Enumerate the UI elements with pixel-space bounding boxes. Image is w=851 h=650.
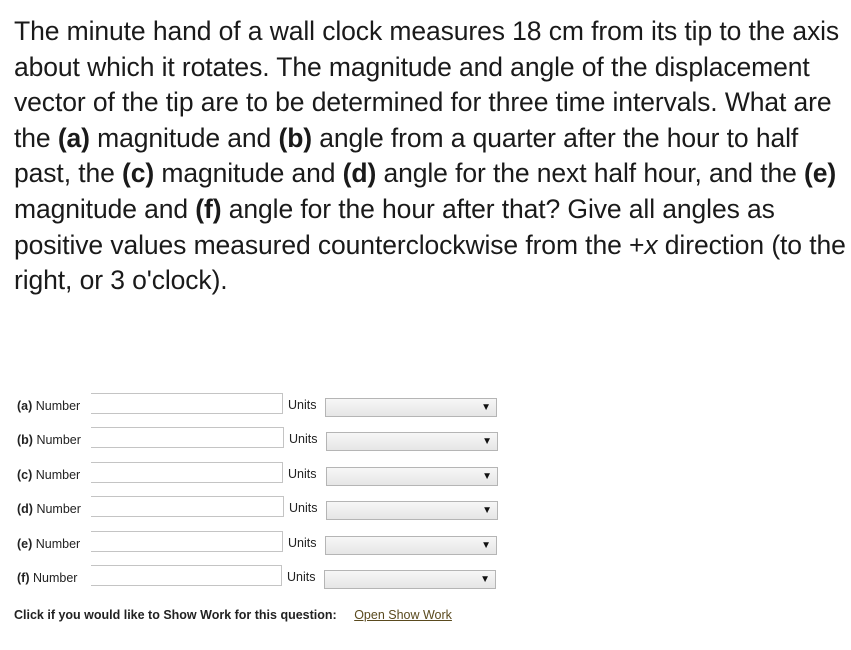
x-symbol: x bbox=[644, 229, 658, 260]
answer-row-a bbox=[0, 398, 520, 428]
number-label: Number bbox=[32, 571, 78, 585]
question-fragment: magnitude and bbox=[14, 193, 196, 224]
answer-row-c bbox=[0, 467, 520, 497]
part-d-units-dropdown[interactable] bbox=[326, 501, 498, 520]
part-c-units-dropdown[interactable] bbox=[326, 467, 498, 486]
part-d-number-input[interactable] bbox=[91, 497, 283, 516]
dropdown-arrow-icon: ▼ bbox=[482, 505, 492, 516]
part-b-number-input[interactable] bbox=[91, 428, 283, 447]
part-a-number-field-box bbox=[91, 393, 283, 414]
question-text bbox=[14, 14, 846, 299]
number-label: Number bbox=[36, 502, 81, 516]
part-letter: (c) bbox=[17, 468, 33, 482]
part-f-units-label: Units bbox=[287, 570, 316, 584]
question-fragment: magnitude and bbox=[154, 158, 343, 189]
part-f-units-dropdown[interactable] bbox=[324, 570, 496, 589]
show-work-bar bbox=[14, 608, 452, 622]
part-c-number-field-box bbox=[91, 462, 283, 483]
part-c-label bbox=[17, 468, 80, 482]
answer-row-b bbox=[0, 432, 520, 462]
dropdown-arrow-icon: ▼ bbox=[482, 471, 492, 482]
dropdown-arrow-icon: ▼ bbox=[481, 402, 491, 413]
part-c-units-label: Units bbox=[288, 467, 317, 481]
part-e-number-field-box bbox=[91, 531, 283, 552]
part-d-units-label: Units bbox=[289, 501, 318, 515]
question-fragment: angle for the next half hour, and the bbox=[376, 158, 804, 189]
part-b-marker: (b) bbox=[278, 122, 313, 153]
question-fragment: The minute hand of a wall clock measures 18 cm from its tip to the axis about which it rotates. The magnitude and angle of the displacement vector of the tip are to be determined for three time intervals. What are the bbox=[14, 16, 840, 153]
part-c-number-input[interactable] bbox=[91, 463, 282, 482]
part-letter: (f) bbox=[17, 571, 30, 585]
number-label: Number bbox=[35, 399, 81, 413]
part-f-number-input[interactable] bbox=[91, 566, 281, 585]
question-fragment: magnitude and bbox=[89, 122, 279, 153]
part-letter: (b) bbox=[17, 433, 33, 447]
part-e-marker: (e) bbox=[804, 158, 837, 189]
part-a-label bbox=[17, 399, 80, 413]
part-a-number-input[interactable] bbox=[91, 394, 282, 413]
part-letter: (a) bbox=[17, 399, 33, 413]
answer-row-f bbox=[0, 570, 520, 600]
part-f-number-field-box bbox=[91, 565, 282, 586]
question-fragment: direction (to the right, or 3 o'clock). bbox=[14, 229, 846, 296]
question-fragment: angle from a quarter after the hour to half past, the bbox=[14, 122, 799, 189]
answer-row-e bbox=[0, 536, 520, 566]
dropdown-arrow-icon: ▼ bbox=[482, 436, 492, 447]
part-b-units-dropdown[interactable] bbox=[326, 432, 498, 451]
part-b-number-field-box bbox=[91, 427, 284, 448]
number-label: Number bbox=[36, 433, 81, 447]
part-e-number-input[interactable] bbox=[91, 532, 282, 551]
part-f-marker: (f) bbox=[195, 193, 222, 224]
part-a-units-dropdown[interactable] bbox=[325, 398, 497, 417]
part-e-units-dropdown[interactable] bbox=[325, 536, 497, 555]
part-letter: (d) bbox=[17, 502, 33, 516]
part-d-label bbox=[17, 502, 81, 516]
part-a-units-label: Units bbox=[288, 398, 317, 412]
part-d-marker: (d) bbox=[342, 158, 377, 189]
part-c-marker: (c) bbox=[122, 158, 155, 189]
part-a-marker: (a) bbox=[57, 122, 90, 153]
number-label: Number bbox=[35, 468, 81, 482]
answer-row-d bbox=[0, 501, 520, 531]
part-letter: (e) bbox=[17, 537, 33, 551]
part-b-label bbox=[17, 433, 81, 447]
part-d-number-field-box bbox=[91, 496, 284, 517]
part-e-label bbox=[17, 537, 80, 551]
part-e-units-label: Units bbox=[288, 536, 317, 550]
show-work-prompt: Click if you would like to Show Work for this question: bbox=[14, 608, 337, 622]
number-label: Number bbox=[35, 537, 81, 551]
part-b-units-label: Units bbox=[289, 432, 318, 446]
dropdown-arrow-icon: ▼ bbox=[480, 574, 490, 585]
part-f-label bbox=[17, 571, 77, 585]
open-show-work-link[interactable]: Open Show Work bbox=[354, 608, 452, 622]
dropdown-arrow-icon: ▼ bbox=[481, 540, 491, 551]
question-fragment: angle for the hour after that? Give all angles as positive values measured counterclockwise from the + bbox=[14, 193, 775, 260]
